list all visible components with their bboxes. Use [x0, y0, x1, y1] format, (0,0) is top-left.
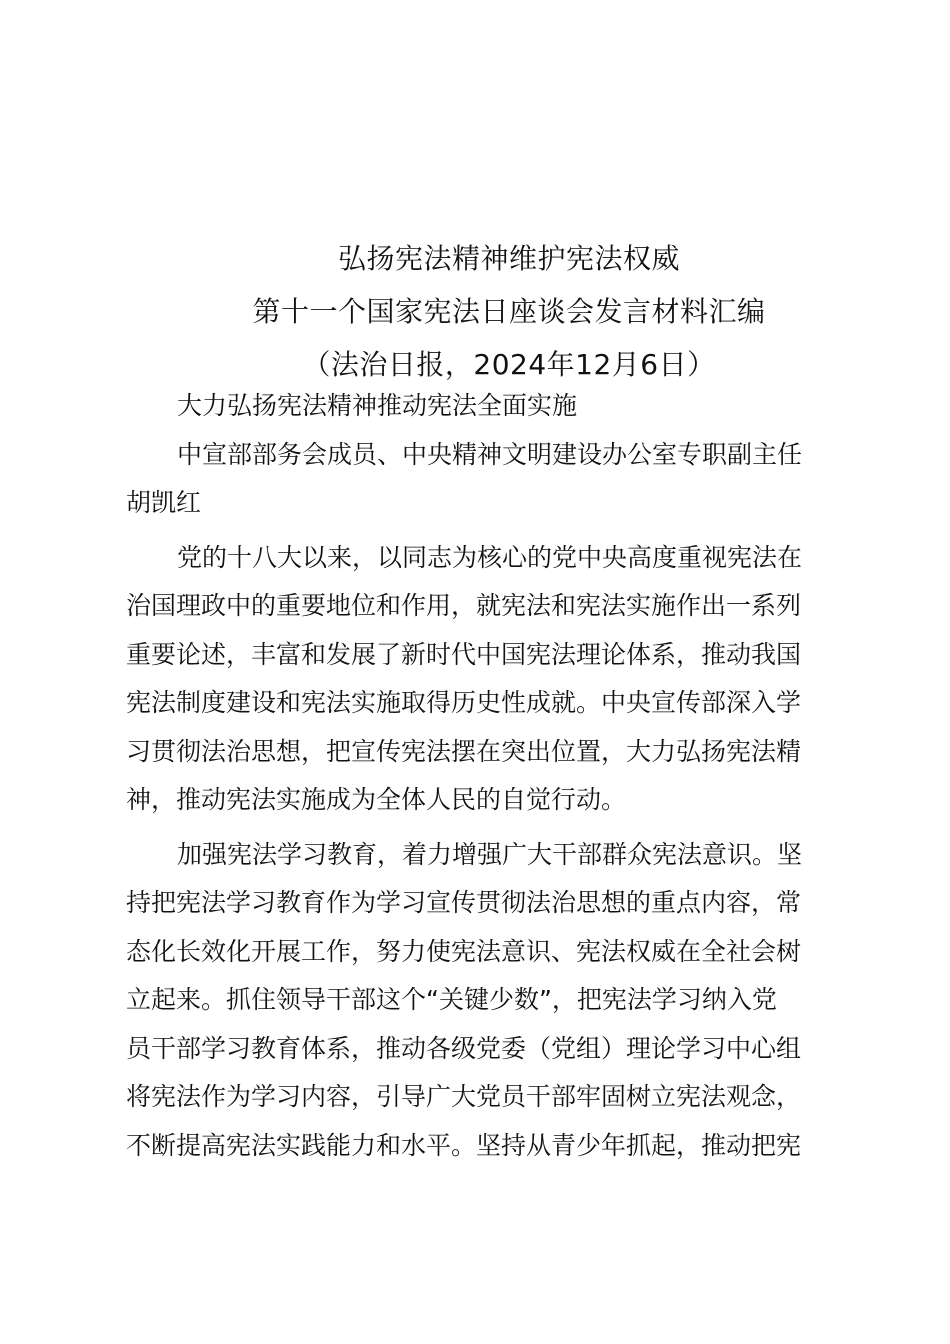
- paragraph-1: [126, 534, 832, 825]
- paragraph-line: 将宪法作为学习内容，引导广大党员干部牢固树立宪法观念，: [126, 1082, 802, 1111]
- main-title: 弘扬宪法精神维护宪法权威: [337, 242, 680, 275]
- paragraph-line: 宪法制度建设和宪法实施取得历史性成就。中央宣传部深入学: [126, 688, 802, 717]
- document-body: [126, 382, 832, 1170]
- paragraph-line: 习贯彻法治思想，把宣传宪法摆在突出位置，大力弘扬宪法精: [126, 736, 802, 766]
- paragraph-line: 不断提高宪法实践能力和水平。坚持从青少年抓起，推动把宪: [126, 1130, 802, 1160]
- paragraph-line: 治国理政中的重要地位和作用，就宪法和宪法实施作出一系列: [126, 591, 802, 620]
- paragraph-line: 员干部学习教育体系，推动各级党委（党组）理论学习中心组: [126, 1033, 802, 1063]
- paragraph-line: 党的十八大以来，以同志为核心的党中央高度重视宪法在: [177, 542, 803, 572]
- paragraph-line: 立起来。抓住领导干部这个“关键少数”，把宪法学习纳入党: [126, 985, 777, 1014]
- subtitle: 第十一个国家宪法日座谈会发言材料汇编: [252, 295, 766, 328]
- document-title-block: [0, 232, 950, 391]
- article-title: 大力弘扬宪法精神推动宪法全面实施: [177, 391, 578, 420]
- paragraph-line: 重要论述，丰富和发展了新时代中国宪法理论体系，推动我国: [126, 639, 802, 669]
- source-date-line: （法治日报，2024年12月6日）: [302, 348, 716, 381]
- speaker-role: 中宣部部务会成员、中央精神文明建设办公室专职副主任: [177, 439, 803, 469]
- speaker-name: 胡凯红: [126, 488, 202, 517]
- paragraph-line: 加强宪法学习教育，着力增强广大干部群众宪法意识。坚: [177, 839, 803, 869]
- paragraph-line: 持把宪法学习教育作为学习宣传贯彻法治思想的重点内容，常: [126, 888, 802, 917]
- paragraph-line: 态化长效化开展工作，努力使宪法意识、宪法权威在全社会树: [126, 936, 802, 966]
- paragraph-2: [126, 831, 832, 1171]
- paragraph-line: 神，推动宪法实施成为全体人民的自觉行动。: [126, 785, 627, 814]
